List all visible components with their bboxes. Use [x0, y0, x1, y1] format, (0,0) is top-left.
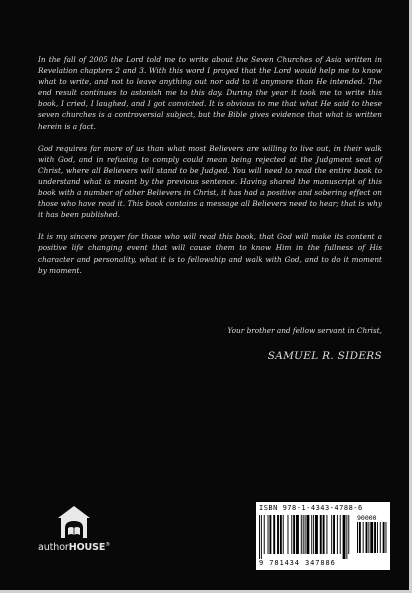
ean-number: 9 781434 347886: [259, 559, 336, 567]
publisher-name-part2: HOUSE: [68, 542, 106, 554]
addon-bars: [357, 522, 387, 558]
ean13-bars: [259, 515, 354, 559]
publisher-name-part1: author: [38, 542, 69, 554]
back-cover-text: [38, 54, 382, 287]
closing-line: Your brother and fellow servant in Christ,: [227, 326, 382, 335]
paragraph: It is my sincere prayer for those who will read this book, that God will make its content a positive life changing event that will cause them to know Him in the fullness of His character and personality, what it is to fellowship and walk with God, and to do it moment by moment.: [38, 232, 382, 275]
paragraph: God requires far more of us than what most Believers are willing to live out, in their walk with God, and in refusing to comply could mean being rejected at the Judgment seat of Christ, where all Believers will stand to be Judged. You will need to read the entire book to understand what is meant by the previous sentence. Having shared the manuscript of this book with a number of other Believers in Christ, it has had a positive and sobering effect on those who have read it. This book contains a message all Believers need to hear; that is why it has been published.: [38, 143, 382, 220]
publisher-name: [38, 542, 110, 553]
price-addon-number: 90000: [357, 514, 377, 522]
publisher-logo: [38, 504, 110, 562]
isbn-barcode: [256, 502, 390, 570]
house-book-icon: [56, 504, 92, 540]
registered-mark: ®: [105, 542, 111, 548]
author-signature: SAMUEL R. SIDERS: [267, 350, 382, 362]
paragraph: In the fall of 2005 the Lord told me to write about the Seven Churches of Asia written in Revelation chapters 2 and 3. With this word I prayed that the Lord would help me to know what to write, and not to leave anything out nor add to it anymore than He intended. The end result continues to astonish me to this day. During the year it took me to write this book, I cried, I laughed, and I got convicted. It is obvious to me that what He said to these seven churches is a controversial subject, but the Bible gives evidence that what is written herein is a fact.: [38, 55, 382, 131]
isbn-label: ISBN 978-1-4343-4788-6: [259, 504, 363, 512]
